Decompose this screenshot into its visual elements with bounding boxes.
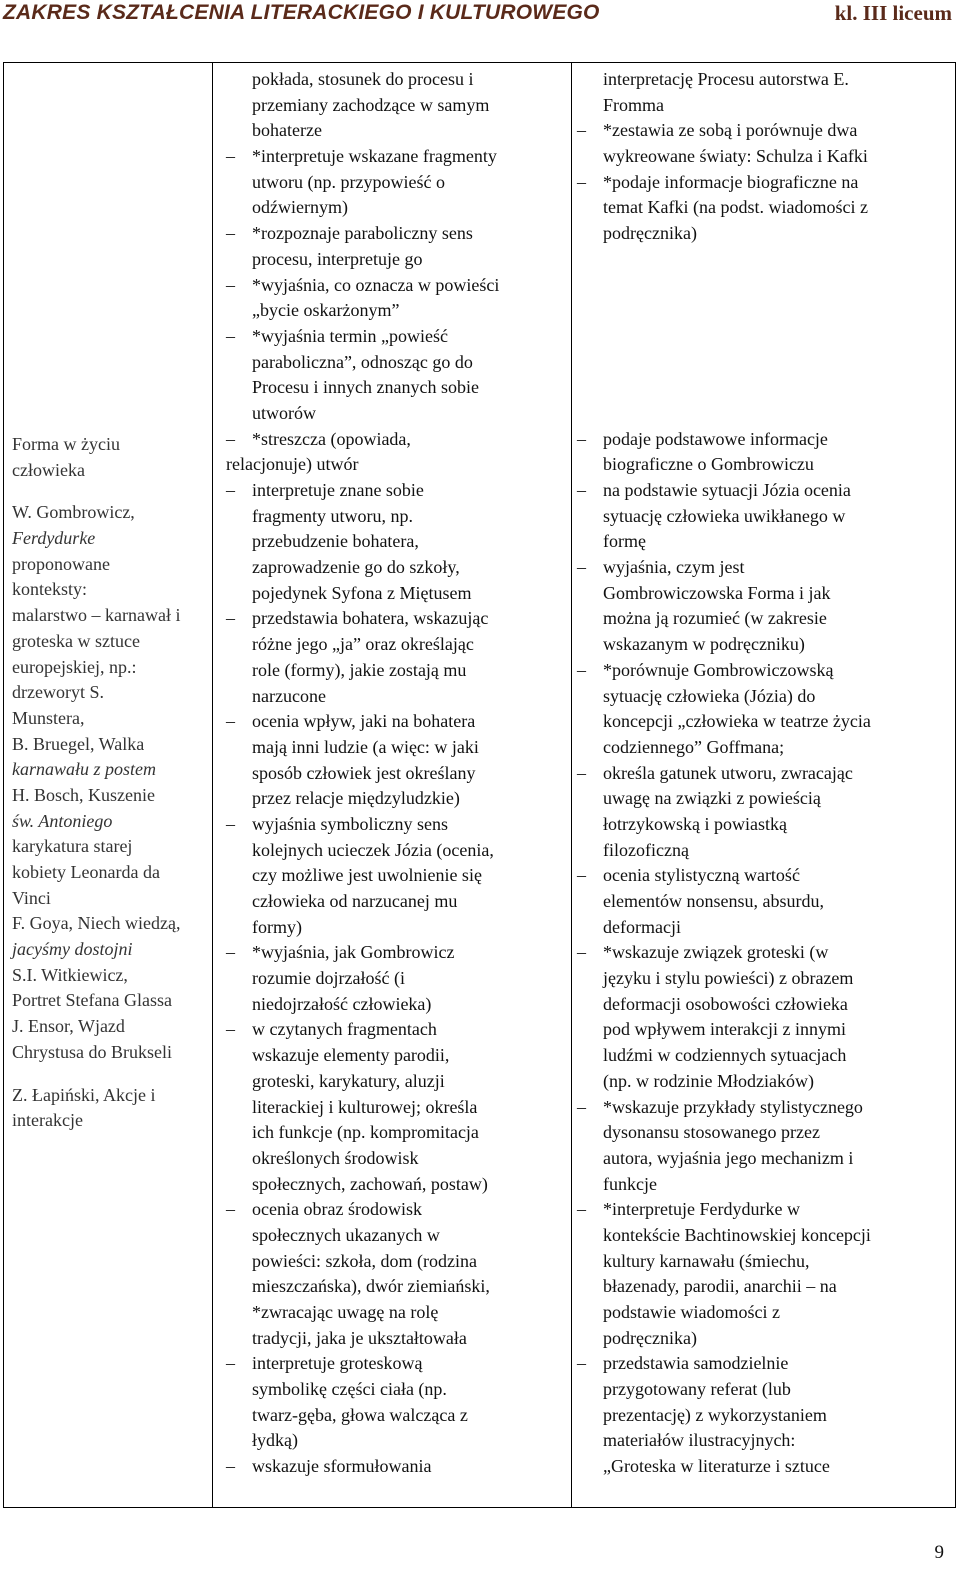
list-line: „Groteska w literaturze i sztuce xyxy=(603,1456,830,1477)
dash-bullet: – xyxy=(577,428,586,449)
dash-bullet: – xyxy=(577,1199,586,1220)
list-line: *zwracając uwagę na rolę xyxy=(252,1302,439,1322)
list-line: utworów xyxy=(252,402,316,423)
list-line: społecznych, zachowań, postaw) xyxy=(252,1173,488,1194)
dash-bullet: – xyxy=(577,557,586,578)
list-line: tradycji, jaka je ukształtowała xyxy=(252,1327,467,1348)
list-line: kolejnych ucieczek Józia (ocenia, xyxy=(252,839,494,860)
list-line: przedstawia bohatera, wskazując xyxy=(252,608,489,629)
list-line: filozoficzną xyxy=(603,839,689,860)
dash-bullet: – xyxy=(226,274,235,295)
list-item: proponowane xyxy=(12,553,110,574)
topic-column xyxy=(12,432,208,1134)
list-line: Gombrowiczowska Forma i jak xyxy=(603,582,831,603)
list-line: interpretuje groteskową xyxy=(252,1353,423,1374)
list-item: drzeworyt S. xyxy=(12,682,104,703)
list-line: kontekście Bachtinowskiej koncepcji xyxy=(603,1224,871,1245)
list-line: uwagę na związki z powieścią xyxy=(603,788,821,809)
dash-bullet: – xyxy=(226,223,235,244)
list-item: Vinci xyxy=(12,887,51,908)
list-line: wskazanym w podręczniku) xyxy=(603,634,805,655)
dash-bullet: – xyxy=(226,1019,235,1040)
list-item: J. Ensor, Wjazd xyxy=(12,1016,125,1037)
section-title: człowieka xyxy=(12,459,85,480)
list-item: interakcje xyxy=(12,1110,83,1131)
list-line: można ją rozumieć (w zakresie xyxy=(603,608,827,629)
dash-bullet: – xyxy=(226,942,235,963)
list-line: człowieka od narzucanej mu xyxy=(252,891,458,911)
list-line: *zestawia ze sobą i porównuje dwa xyxy=(603,120,858,141)
list-item: jacyśmy dostojni xyxy=(12,939,133,960)
list-line: Procesu i innych znanych sobie xyxy=(252,377,479,398)
list-item: Portret Stefana Glassa xyxy=(12,990,172,1011)
page-header xyxy=(0,0,960,30)
list-line: podręcznika) xyxy=(603,223,697,244)
list-line: kultury karnawału (śmiechu, xyxy=(603,1250,810,1271)
list-line: *wskazuje związek groteski (w xyxy=(603,942,829,963)
list-line: deformacji osobowości człowieka xyxy=(603,993,848,1014)
list-item: Chrystusa do Brukseli xyxy=(12,1041,172,1062)
list-item: Munstera, xyxy=(12,707,85,728)
list-line: czy możliwe jest uwolnienie się xyxy=(252,865,482,886)
list-line: biograficzne o Gombrowiczu xyxy=(603,454,814,475)
list-line: przez relacje międzyludzkie) xyxy=(252,788,460,809)
list-line: *porównuje Gombrowiczowską xyxy=(603,659,834,680)
list-line: literackiej i kulturowej; określa xyxy=(252,1096,478,1117)
list-line: *wyjaśnia, jak Gombrowicz xyxy=(252,942,455,963)
list-line: wyjaśnia symboliczny sens xyxy=(252,813,448,834)
list-line: sytuację człowieka uwikłanego w xyxy=(603,505,846,526)
list-line: zaprowadzenie go do szkoły, xyxy=(252,557,460,578)
list-line: społecznych ukazanych w xyxy=(252,1224,440,1245)
list-item: W. Gombrowicz, xyxy=(12,502,135,523)
list-line: wskazuje elementy parodii, xyxy=(252,1045,450,1066)
dash-bullet: – xyxy=(577,1353,586,1374)
list-line: codziennego” Goffmana; xyxy=(603,736,785,757)
list-line: języku i stylu powieści) z obrazem xyxy=(603,968,854,989)
page-number: 9 xyxy=(934,1542,944,1563)
list-line: sposób człowiek jest określany xyxy=(252,762,476,783)
list-line: symbolikę części ciała (np. xyxy=(252,1379,447,1400)
list-line: łydką) xyxy=(252,1430,298,1451)
dash-bullet: – xyxy=(226,813,235,834)
list-line: *wskazuje przykłady stylistycznego xyxy=(603,1096,863,1117)
curriculum-table xyxy=(3,62,956,1508)
list-line: *rozpoznaje paraboliczny sens xyxy=(252,223,473,244)
list-line: *streszcza (opowiada, xyxy=(252,428,411,449)
list-line: pojedynek Syfona z Miętusem xyxy=(252,582,472,603)
list-line: fragmenty utworu, np. xyxy=(252,505,413,526)
list-item: św. Antoniego xyxy=(12,810,113,831)
list-line: wyjaśnia, czym jest xyxy=(603,557,745,578)
list-item: F. Goya, Niech wiedzą, xyxy=(12,913,181,934)
list-line: Fromma xyxy=(603,94,664,115)
list-line: deformacji xyxy=(603,916,681,937)
list-item: Ferdydurke xyxy=(12,528,96,549)
list-item: malarstwo – karnawał i xyxy=(12,605,181,626)
list-line: błazenady, parodii, anarchii – na xyxy=(603,1276,837,1297)
header-title: ZAKRES KSZTAŁCENIA LITERACKIEGO I KULTUROWEGO xyxy=(3,1,600,24)
list-line: relacjonuje) utwór xyxy=(226,454,359,475)
list-line: elementów nonsensu, absurdu, xyxy=(603,891,824,911)
dash-bullet: – xyxy=(577,120,586,141)
list-line: przedstawia samodzielnie xyxy=(603,1353,789,1374)
list-item: kobiety Leonarda da xyxy=(12,862,160,882)
list-line: mieszczańska), dwór ziemiański, xyxy=(252,1276,490,1297)
list-line: przemiany zachodzące w samym xyxy=(252,94,490,115)
dash-bullet: – xyxy=(577,480,586,500)
list-line: przygotowany referat (lub xyxy=(603,1379,791,1400)
list-line: podręcznika) xyxy=(603,1327,697,1348)
list-line: odźwiernym) xyxy=(252,197,348,218)
list-line: rozumie dojrzałość (i xyxy=(252,968,405,989)
list-item: karnawału z postem xyxy=(12,759,156,780)
list-line: *wyjaśnia termin „powieść xyxy=(252,325,448,346)
list-line: narzucone xyxy=(252,685,326,706)
list-line: twarz-gęba, głowa walcząca z xyxy=(252,1404,468,1425)
list-line: groteski, karykatury, aluzji xyxy=(252,1070,445,1091)
list-line: wskazuje sformułowania xyxy=(252,1456,432,1477)
requirements-extended-column xyxy=(577,67,955,1480)
list-line: prezentację) z wykorzystaniem xyxy=(603,1404,827,1425)
list-line: (np. w rodzinie Młodziaków) xyxy=(603,1070,814,1091)
list-line: wykreowane światy: Schulza i Kafki xyxy=(603,146,868,167)
list-item: B. Bruegel, Walka xyxy=(12,733,145,754)
list-line: bohaterze xyxy=(252,120,322,141)
list-line: interpretuje znane sobie xyxy=(252,480,424,500)
list-line: formę xyxy=(603,531,646,552)
list-line: „bycie oskarżonym” xyxy=(252,300,400,321)
dash-bullet: – xyxy=(577,865,586,886)
list-item: S.I. Witkiewicz, xyxy=(12,964,128,985)
dash-bullet: – xyxy=(226,325,235,346)
dash-bullet: – xyxy=(226,608,235,629)
list-line: ocenia wpływ, jaki na bohatera xyxy=(252,711,476,732)
list-line: dysonansu stosowanego przez xyxy=(603,1122,820,1143)
list-line: *wyjaśnia, co oznacza w powieści xyxy=(252,274,500,295)
list-item: europejskiej, np.: xyxy=(12,656,137,677)
list-item: konteksty: xyxy=(12,579,87,600)
list-line: *podaje informacje biograficzne na xyxy=(603,171,859,192)
list-item: H. Bosch, Kuszenie xyxy=(12,784,155,805)
dash-bullet: – xyxy=(226,711,235,732)
list-line: mają inni ludzie (a więc: w jaki xyxy=(252,736,479,757)
list-line: w czytanych fragmentach xyxy=(252,1019,437,1040)
list-line: materiałów ilustracyjnych: xyxy=(603,1430,796,1451)
list-line: pokłada, stosunek do procesu i xyxy=(252,69,474,89)
list-line: ich funkcje (np. kompromitacja xyxy=(252,1122,479,1143)
list-line: funkcje xyxy=(603,1173,657,1194)
list-line: określa gatunek utworu, zwracając xyxy=(603,762,853,783)
list-line: interpretację Procesu autorstwa E. xyxy=(603,69,849,89)
list-line: ocenia obraz środowisk xyxy=(252,1199,422,1220)
list-line: podaje podstawowe informacje xyxy=(603,428,828,449)
list-line: różne jego „ja” oraz określając xyxy=(252,634,474,655)
dash-bullet: – xyxy=(226,1456,235,1477)
list-line: powieści: szkoła, dom (rodzina xyxy=(252,1250,477,1271)
list-item: groteska w sztuce xyxy=(12,630,140,651)
dash-bullet: – xyxy=(577,762,586,783)
list-line: na podstawie sytuacji Józia ocenia xyxy=(603,480,851,500)
header-level: kl. III liceum xyxy=(834,1,952,25)
list-line: *interpretuje Ferdydurke w xyxy=(603,1199,800,1220)
column-divider xyxy=(212,63,213,1507)
list-line: podstawie wiadomości z xyxy=(603,1302,780,1322)
dash-bullet: – xyxy=(226,428,235,449)
list-line: przebudzenie bohatera, xyxy=(252,531,419,552)
list-line: ocenia stylistyczną wartość xyxy=(603,865,800,886)
list-line: łotrzykowską i powiastką xyxy=(603,813,787,834)
list-item: karykatura starej xyxy=(12,836,133,857)
dash-bullet: – xyxy=(577,942,586,963)
requirements-basic-column xyxy=(226,67,576,1480)
list-line: *interpretuje wskazane fragmenty xyxy=(252,146,497,167)
dash-bullet: – xyxy=(577,1096,586,1117)
list-line: sytuację człowieka (Józia) do xyxy=(603,685,816,706)
section-title: Forma w życiu xyxy=(12,434,120,454)
list-line: paraboliczna”, odnosząc go do xyxy=(252,351,473,372)
list-line: ludźmi w codziennych sytuacjach xyxy=(603,1045,847,1066)
dash-bullet: – xyxy=(226,146,235,167)
list-line: określonych środowisk xyxy=(252,1147,419,1168)
dash-bullet: – xyxy=(226,1199,235,1220)
list-line: utworu (np. przypowieść o xyxy=(252,171,445,192)
list-line: formy) xyxy=(252,916,302,937)
list-line: role (formy), jakie zostają mu xyxy=(252,659,467,680)
list-line: koncepcji „człowieka w teatrze życia xyxy=(603,711,871,732)
list-line: pod wpływem interakcji z innymi xyxy=(603,1019,846,1040)
dash-bullet: – xyxy=(577,171,586,192)
list-line: temat Kafki (na podst. wiadomości z xyxy=(603,197,868,218)
list-line: procesu, interpretuje go xyxy=(252,248,423,269)
list-line: autora, wyjaśnia jego mechanizm i xyxy=(603,1147,854,1168)
list-item: Z. Łapiński, Akcje i xyxy=(12,1084,156,1105)
dash-bullet: – xyxy=(226,480,235,500)
list-line: niedojrzałość człowieka) xyxy=(252,993,432,1014)
dash-bullet: – xyxy=(577,659,586,680)
dash-bullet: – xyxy=(226,1353,235,1374)
